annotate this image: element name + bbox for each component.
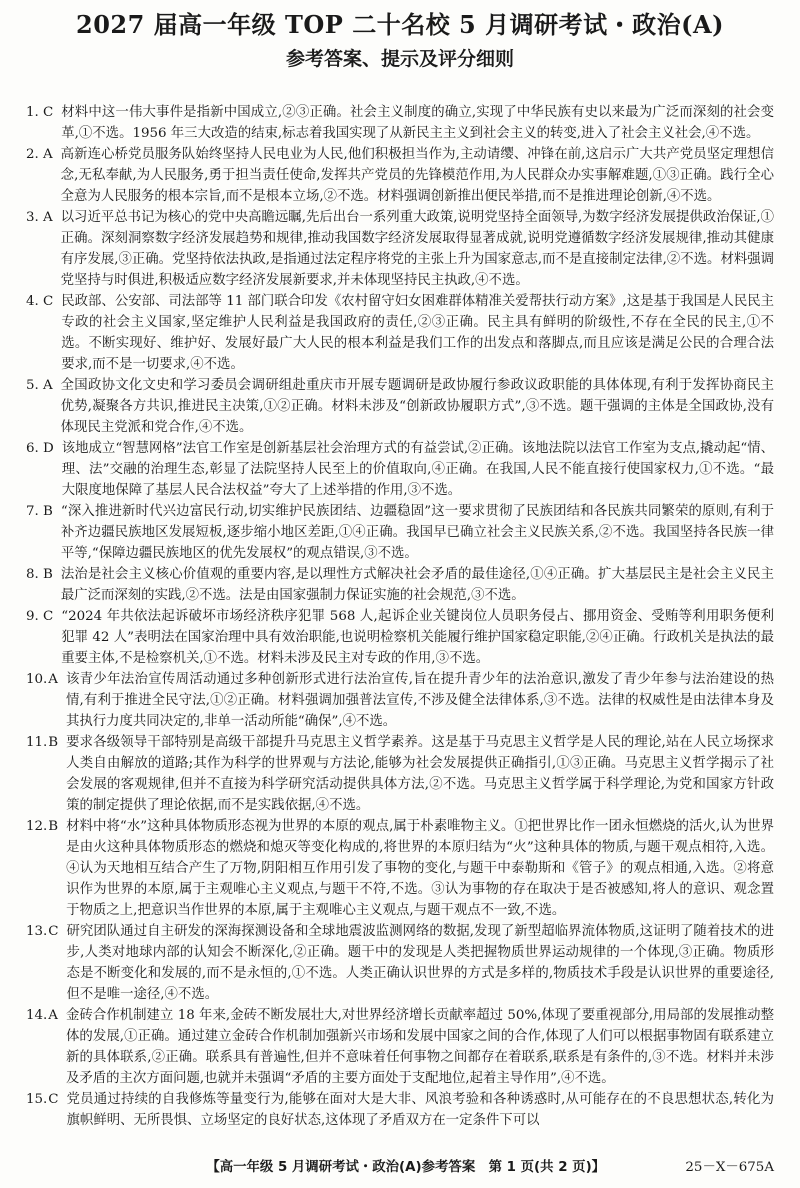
answer-letter: A [43,210,53,225]
answer-letter: A [43,147,53,162]
answer-item [26,669,774,732]
question-number: 10. [26,672,48,687]
answer-letter: C [48,1092,59,1107]
footer-page-info: 【高一年级 5 月调研考试・政治(A)参考答案 第 1 页(共 2 页)】 [206,1160,606,1175]
answer-explanation: 全国政协文化文史和学习委员会调研组赴重庆市开展专题调研是政协履行参政议政职能的具体体现,有利于发挥协商民主优势,凝聚各方共识,推进民主决策,①②正确。材料未涉及“创新政协履职方式”,③不选。题干强调的主体是全国政协,没有体现民主党派和党合作,④不选。 [60,378,774,435]
answer-item-label [26,375,61,438]
answer-explanation: 材料中这一伟大事件是指新中国成立,②③正确。社会主义制度的确立,实现了中华民族有史以来最为广泛而深刻的社会变革,①不选。1956 年三大改造的结束,标志着我国实现了从新民主主义到社会主义的转变,进入了社会主义社会,④不选。 [61,105,774,141]
answer-explanation: 党员通过持续的自我修炼等量变行为,能够在面对大是大非、风浪考验和各种诱惑时,从可能存在的不良思想状态,转化为旗帜鲜明、无所畏惧、立场坚定的良好状态,这体现了矛盾双方在一定条件下可以 [66,1092,774,1128]
answer-item-label [26,144,61,207]
answer-letter: B [43,567,53,582]
answer-explanation: 以习近平总书记为核心的党中央高瞻远瞩,先后出台一系列重大政策,说明党坚持全面领导,为数字经济发展提供政治保证,①正确。深刻洞察数字经济发展趋势和规律,推动我国数字经济发展取得显著成就,说明党遵循数字经济发展规律,推动其健康有序发展,③正确。党坚持依法执政,是指通过法定程序将党的主张上升为国家意志,而不是直接制定法律,②不选。材料强调党坚持与时俱进,积极适应数字经济发展新要求,并未体现坚持民主执政,④不选。 [60,210,775,288]
answer-list [26,102,774,1131]
answer-letter: C [48,924,59,939]
question-number: 8. [26,567,39,582]
answer-item [26,438,774,501]
question-number: 5. [26,378,39,393]
answer-item [26,375,774,438]
answer-item-label [26,816,66,921]
answer-item [26,921,774,1005]
page-title: 2027 届高一年级 TOP 二十名校 5 月调研考试・政治(A) [76,10,724,39]
question-number: 3. [26,210,39,225]
answer-item [26,144,774,207]
answer-explanation: 研究团队通过自主研发的深海探测设备和全球地震波监测网络的数据,发现了新型超临界流体物质,这证明了随着技术的进步,人类对地球内部的认知会不断深化,②正确。题干中的发现是人类把握物质世界运动规律的一个体现,③正确。物质形态是不断变化和发展的,而不是永恒的,①不选。人类正确认识世界的方式是多样的,物质技术手段是认识世界的重要途径,但不是唯一途径,④不选。 [66,924,774,1002]
answer-letter: C [43,294,54,309]
answer-item [26,816,774,921]
answer-item-label [26,438,62,501]
answer-item-label [26,501,61,564]
answer-item [26,606,774,669]
answer-item-label [26,1005,66,1089]
answer-item-label [26,564,61,606]
answer-letter: C [43,105,54,120]
answer-item-label [26,291,61,375]
answer-item-label [26,921,67,1005]
answer-item-label [26,207,61,291]
page-footer [26,1156,774,1175]
answer-item-label [26,606,61,669]
answer-explanation: 该地成立“智慧网格”法官工作室是创新基层社会治理方式的有益尝试,②正确。该地法院以法官工作室为支点,撬动起“情、理、法”交融的治理生态,彰显了法院坚持人民至上的价值取向,④正确。在我国,人民不能直接行使国家权力,①不选。“最大限度地保障了基层人民合法权益”夸大了上述举措的作用,③不选。 [61,441,774,498]
answer-item-label [26,102,61,144]
answer-item-label [26,669,66,732]
answer-explanation: 法治是社会主义核心价值观的重要内容,是以理性方式解决社会矛盾的最佳途径,①④正确。扩大基层民主是社会主义民主最广泛而深刻的实践,②不选。法是由国家强制力保证实施的社会规范,③不选。 [60,567,774,603]
question-number: 9. [26,609,39,624]
question-number: 7. [26,504,39,519]
answer-letter: A [48,672,58,687]
answer-item [26,564,774,606]
answer-item [26,1089,774,1131]
question-number: 4. [26,294,39,309]
answer-explanation: 民政部、公安部、司法部等 11 部门联合印发《农村留守妇女困难群体精准关爱帮扶行动方案》,这是基于我国是人民民主专政的社会主义国家,坚定维护人民利益是我国政府的责任,②③正确。民主具有鲜明的阶级性,不存在全民的民主,①不选。不断实现好、维护好、发展好最广大人民的根本利益是我们工作的出发点和落脚点,而且应该是满足公民的合理合法要求,而不是一切要求,④不选。 [61,294,774,372]
question-number: 11. [26,735,48,750]
page-subtitle: 参考答案、提示及评分细则 [285,48,514,70]
answer-item [26,207,774,291]
answer-letter: B [48,735,59,750]
question-number: 15. [26,1092,48,1107]
answer-letter: B [48,819,59,834]
question-number: 1. [26,105,39,120]
answer-item [26,102,774,144]
footer-doc-code: 25－X－675A [685,1160,774,1175]
answer-letter: A [43,378,53,393]
question-number: 6. [26,441,39,456]
question-number: 2. [26,147,39,162]
answer-letter: D [43,441,54,456]
answer-explanation: 金砖合作机制建立 18 年来,金砖不断发展壮大,对世界经济增长贡献率超过 50%,体现了要重视部分,用局部的发展推动整体的发展,①正确。通过建立金砖合作机制加强新兴市场和发展中国家之间的合作,体现了人们可以根据事物固有联系建立新的具体联系,②正确。联系具有普遍性,但并不意味着任何事物之间都存在着联系,联系是有条件的,③不选。材料并未涉及矛盾的主次方面问题,也就并未强调“矛盾的主要方面处于支配地位,起着主导作用”,④不选。 [65,1008,774,1086]
answer-item-label [26,1089,67,1131]
question-number: 13. [26,924,48,939]
answer-item [26,501,774,564]
question-number: 12. [26,819,48,834]
answer-item [26,291,774,375]
answer-explanation: 高新连心桥党员服务队始终坚持人民电业为人民,他们积极担当作为,主动请缨、冲锋在前,这启示广大共产党员坚定理想信念,无私奉献,为人民服务,勇于担当责任使命,发挥共产党员的先锋模范作用,为人民群众办实事解难题,①③正确。践行全心全意为人民服务的根本宗旨,而不是根本立场,②不选。材料强调创新推出便民举措,而不是推进理论创新,④不选。 [60,147,774,204]
answer-letter: B [43,504,53,519]
answer-explanation: “2024 年共依法起诉破坏市场经济秩序犯罪 568 人,起诉企业关键岗位人员职务侵占、挪用资金、受贿等利用职务便利犯罪 42 人”表明法在国家治理中具有效治职能,也说明检察机关能履行维护国家稳定职能,②④正确。行政机关是执法的最重要主体,不是检察机关,①不选。材料未涉及民主对专政的作用,③不选。 [61,609,774,666]
answer-item-label [26,732,66,816]
answer-item [26,732,774,816]
answer-explanation: 材料中将“水”这种具体物质形态视为世界的本原的观点,属于朴素唯物主义。①把世界比作一团永恒燃烧的活火,认为世界是由火这种具体物质形态的燃烧和熄灭等变化构成的,将世界的本原归结为“火”这种具体的物质,与题干观点相符,入选。④认为天地相互结合产生了万物,阴阳相互作用引发了事物的变化,与题干中泰勒斯和《管子》的观点相通,入选。②将意识作为世界的本原,属于主观唯心主义观点,与题干不符,不选。③认为事物的存在取决于是否被感知,将人的意识、观念置于物质之上,把意识当作世界的本原,属于主观唯心主义观点,与题干观点不一致,不选。 [66,819,774,918]
answer-explanation: 要求各级领导干部特别是高级干部提升马克思主义哲学素养。这是基于马克思主义哲学是人民的理论,站在人民立场探求人类自由解放的道路;其作为科学的世界观与方法论,能够为社会发展提供正确指引,①③正确。马克思主义哲学揭示了社会发展的客观规律,但并不直接为科学研究活动提供具体方法,②不选。马克思主义哲学属于科学理论,为党和国家方针政策的制定提供了理论依据,而不是实践依据,④不选。 [66,735,774,813]
answer-letter: A [48,1008,58,1023]
answer-letter: C [43,609,54,624]
answer-explanation: “深入推进新时代兴边富民行动,切实维护民族团结、边疆稳固”这一要求贯彻了民族团结和各民族共同繁荣的原则,有利于补齐边疆民族地区发展短板,逐步缩小地区差距,①④正确。我国早已确立社会主义民族关系,②不选。我国坚持各民族一律平等,“保障边疆民族地区的优先发展权”的观点错误,③不选。 [60,504,774,561]
answer-item [26,1005,774,1089]
question-number: 14. [26,1008,48,1023]
answer-explanation: 该青少年法治宣传周活动通过多种创新形式进行法治宣传,旨在提升青少年的法治意识,激发了青少年参与法治建设的热情,有利于推进全民守法,①②正确。材料强调加强普法宣传,不涉及健全法律体系,③不选。法律的权威性是由法律本身及其执行力度共同决定的,非单一活动所能“确保”,④不选。 [65,672,774,729]
